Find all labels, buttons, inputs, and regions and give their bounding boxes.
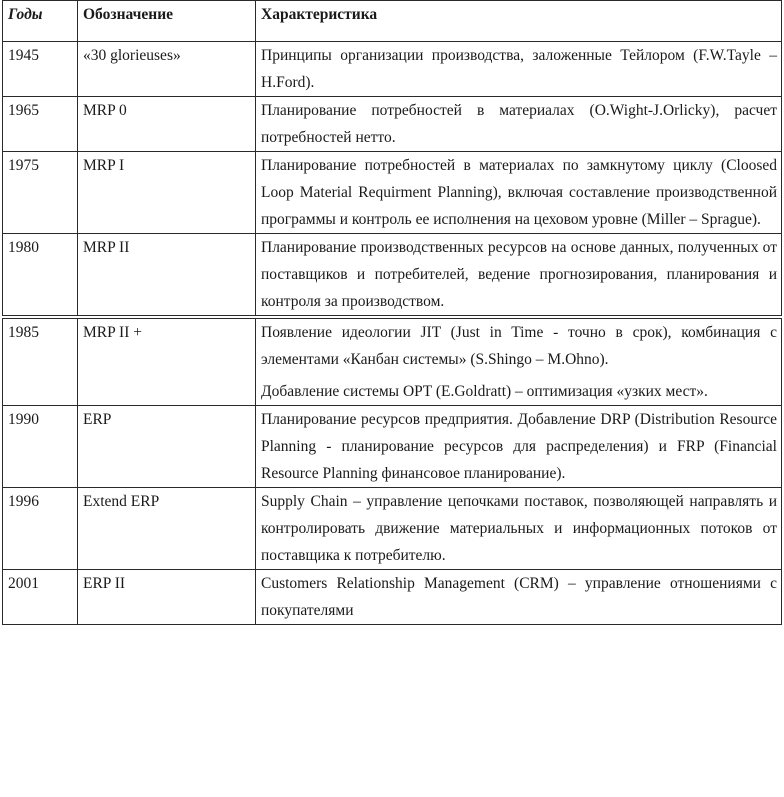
cell-code: MRP 0 bbox=[78, 97, 256, 152]
cell-description bbox=[256, 406, 782, 488]
cell-year: 2001 bbox=[3, 570, 78, 625]
description-paragraph: Планирование потребностей в материалах (O.Wight-J.Orlicky), расчет потребностей нетто. bbox=[261, 102, 777, 146]
cell-year: 1985 bbox=[3, 317, 78, 406]
cell-year: 1975 bbox=[3, 152, 78, 234]
cell-code: MRP II + bbox=[78, 317, 256, 406]
cell-code: ERP II bbox=[78, 570, 256, 625]
cell-year: 1980 bbox=[3, 234, 78, 318]
cell-description bbox=[256, 42, 782, 97]
header-code: Обозначение bbox=[78, 1, 256, 42]
cell-year: 1996 bbox=[3, 488, 78, 570]
cell-code: MRP I bbox=[78, 152, 256, 234]
cell-description bbox=[256, 570, 782, 625]
description-paragraph: Customers Relationship Management (CRM) – управление отношениями с покупателями bbox=[261, 575, 777, 619]
description-paragraph: Добавление системы OPT (E.Goldratt) – оптимизация «узких мест». bbox=[261, 383, 708, 400]
description-paragraph: Принципы организации производства, заложенные Тейлором (F.W.Tayle – H.Ford). bbox=[261, 47, 777, 91]
table-body bbox=[3, 42, 782, 625]
cell-year: 1990 bbox=[3, 406, 78, 488]
table-row bbox=[3, 152, 782, 234]
cell-description bbox=[256, 97, 782, 152]
table-row bbox=[3, 234, 782, 318]
cell-description bbox=[256, 317, 782, 406]
cell-code: Extend ERP bbox=[78, 488, 256, 570]
cell-year: 1945 bbox=[3, 42, 78, 97]
header-year: Годы bbox=[3, 1, 78, 42]
description-paragraph: Планирование производственных ресурсов на основе данных, полученных от поставщиков и потребителей, ведение прогнозирования, планирования и контроля за производством. bbox=[261, 239, 777, 310]
header-description: Характеристика bbox=[256, 1, 782, 42]
cell-description bbox=[256, 152, 782, 234]
table-row bbox=[3, 570, 782, 625]
table-row bbox=[3, 406, 782, 488]
description-paragraph: Планирование потребностей в материалах по замкнутому циклу (Cloosed Loop Material Requirment Planning), включая составление производственной программы и контроль ее исполнения на цеховом уровне (Miller – Sprague). bbox=[261, 157, 777, 228]
cell-description bbox=[256, 234, 782, 318]
table-row bbox=[3, 42, 782, 97]
cell-code: ERP bbox=[78, 406, 256, 488]
description-paragraph: Supply Chain – управление цепочками поставок, позволяющей направлять и контролировать движение материальных и информационных потоков от поставщика к потребителю. bbox=[261, 493, 777, 564]
description-paragraph: Планирование ресурсов предприятия. Добавление DRP (Distribution Resource Planning - планирование ресурсов для распределения) и FRP (Financial Resource Planning финансовое планирование). bbox=[261, 411, 777, 482]
header-row bbox=[3, 1, 782, 42]
cell-code: «30 glorieuses» bbox=[78, 42, 256, 97]
table-header bbox=[3, 1, 782, 42]
cell-code: MRP II bbox=[78, 234, 256, 318]
erp-history-table bbox=[2, 0, 782, 625]
cell-description bbox=[256, 488, 782, 570]
cell-year: 1965 bbox=[3, 97, 78, 152]
table-row bbox=[3, 97, 782, 152]
description-paragraph: Появление идеологии JIT (Just in Time - точно в срок), комбинация с элементами «Канбан системы» (S.Shingo – M.Ohno). bbox=[261, 324, 777, 368]
table-row bbox=[3, 488, 782, 570]
table-row bbox=[3, 317, 782, 406]
